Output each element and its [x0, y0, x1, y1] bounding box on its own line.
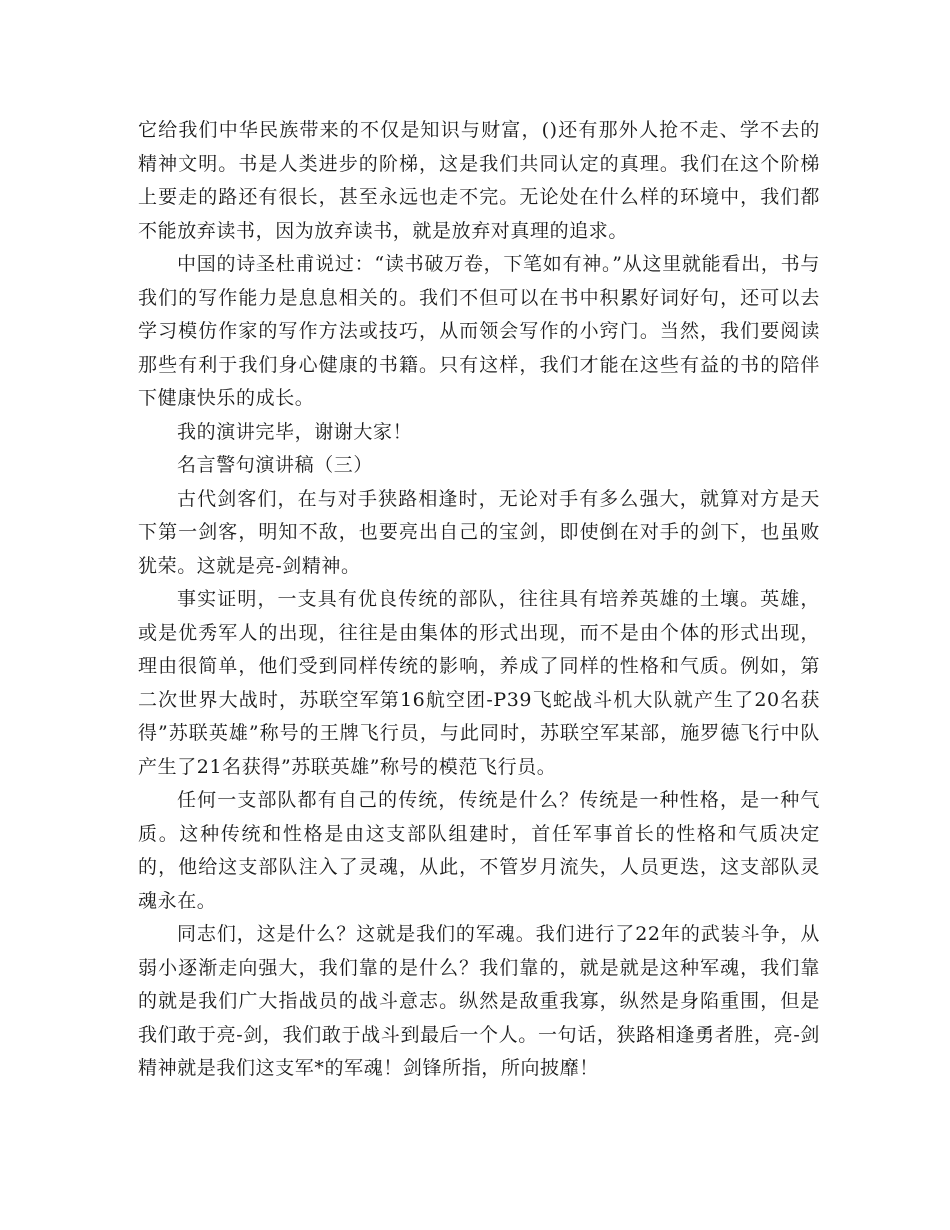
paragraph-closing-thanks: 我的演讲完毕，谢谢大家！	[177, 420, 413, 443]
paragraph-du-fu-quote: 中国的诗圣杜甫说过：“读书破万卷，下笔如有神。”从这里就能看出，书与我们的写作能力是息息相关的。我们不但可以在书中积累好词好句，还可以去学习模仿作家的写作方法或技巧，从而领会写作的小窍门。当然，我们要阅读那些有利于我们身心健康的书籍。只有这样，我们才能在这些有益的书的陪伴下健康快乐的成长。	[138, 253, 820, 409]
document-body	[138, 114, 820, 1086]
paragraph-tradition-heroes: 事实证明，一支具有优良传统的部队，往往具有培养英雄的土壤。英雄，或是优秀军人的出现，往往是由集体的形式出现，而不是由个体的形式出现，理由很简单，他们受到同样传统的影响，养成了同样的性格和气质。例如，第二次世界大战时，苏联空军第16航空团-P39飞蛇战斗机大队就产生了20名获得”苏联英雄”称号的王牌飞行员，与此同时，苏联空军某部，施罗德飞行中队产生了21名获得”苏联英雄”称号的模范飞行员。	[138, 588, 820, 778]
paragraph-book-truth: 它给我们中华民族带来的不仅是知识与财富，()还有那外人抢不走、学不去的精神文明。书是人类进步的阶梯，这是我们共同认定的真理。我们在这个阶梯上要走的路还有很长，甚至永远也走不完。无论处在什么样的环境中，我们都不能放弃读书，因为放弃读书，就是放弃对真理的追求。	[138, 119, 820, 242]
paragraph-tradition-character: 任何一支部队都有自己的传统，传统是什么？传统是一种性格，是一种气质。这种传统和性格是由这支部队组建时，首任军事首长的性格和气质决定的，他给这支部队注入了灵魂，从此，不管岁月流失，人员更迭，这支部队灵魂永在。	[138, 789, 820, 912]
paragraph-army-soul: 同志们，这是什么？这就是我们的军魂。我们进行了22年的武装斗争，从弱小逐渐走向强大，我们靠的是什么？我们靠的，就是就是这种军魂，我们靠的就是我们广大指战员的战斗意志。纵然是敌重我寡，纵然是身陷重围，但是我们敢于亮-剑，我们敢于战斗到最后一个人。一句话，狭路相逢勇者胜，亮-剑精神就是我们这支军*的军魂！剑锋所指，所向披靡！	[138, 923, 820, 1079]
paragraph-swordsman-spirit: 古代剑客们，在与对手狭路相逢时，无论对手有多么强大，就算对方是天下第一剑客，明知不敌，也要亮出自己的宝剑，即使倒在对手的剑下，也虽败犹荣。这就是亮-剑精神。	[138, 487, 820, 577]
section-heading-speech-three: 名言警句演讲稿（三）	[177, 454, 374, 476]
